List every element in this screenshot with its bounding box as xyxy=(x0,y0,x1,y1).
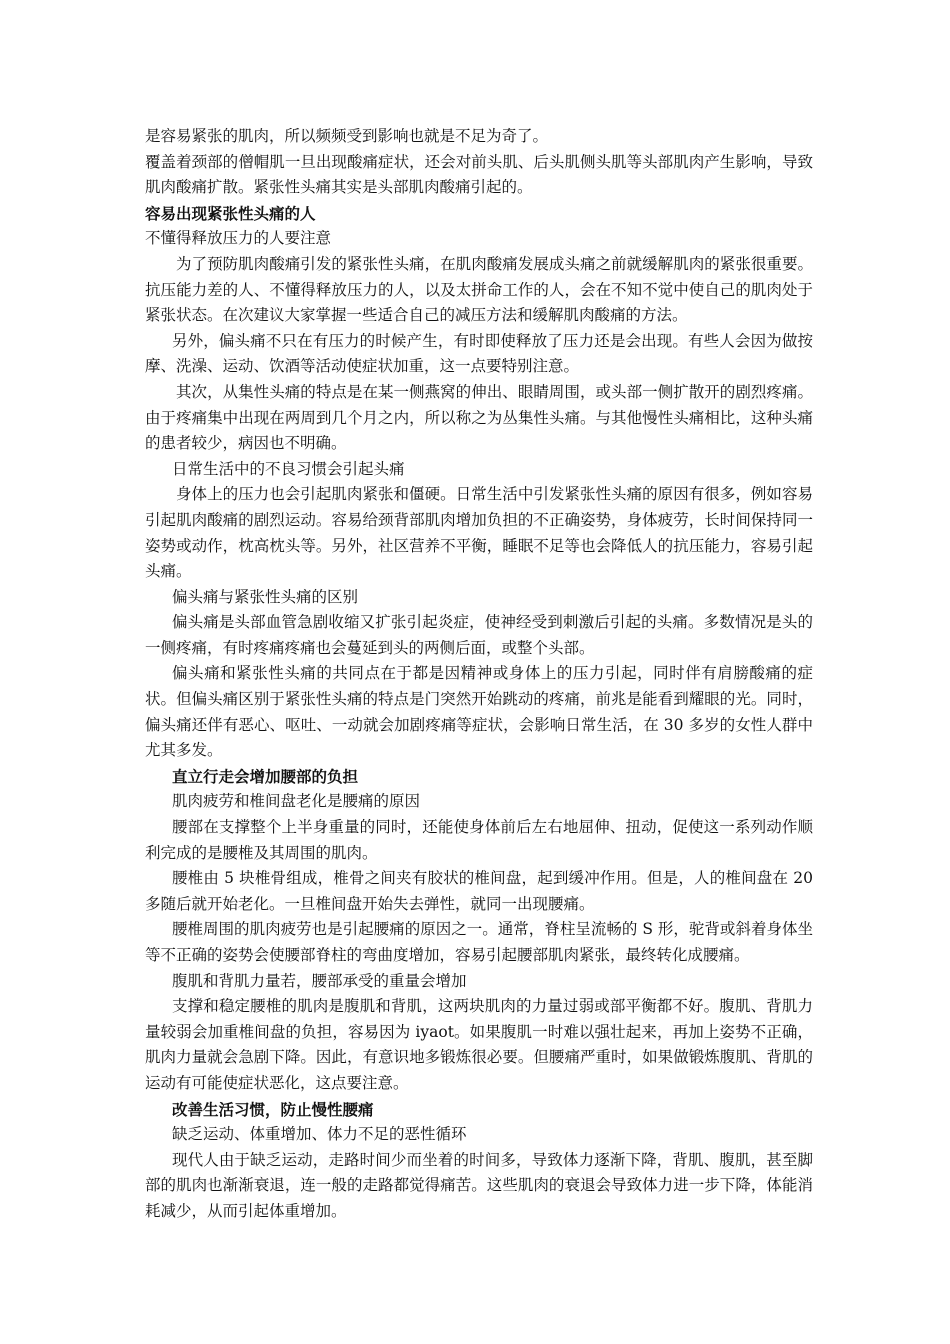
subheading: 缺乏运动、体重增加、体力不足的恶性循环 xyxy=(172,1125,467,1144)
paragraph: 偏头痛是头部血管急剧收缩又扩张引起炎症，使神经受到刺激后引起的头痛。多数情况是头的一侧疼痛，有时疼痛疼痛也会蔓延到头的两侧后面，或整个头部。 xyxy=(145,613,813,657)
paragraph: 腰椎周围的肌肉疲劳也是引起腰痛的原因之一。通常，脊柱呈流畅的 S 形，驼背或斜着身体坐等不正确的姿势会使腰部脊柱的弯曲度增加，容易引起腰部肌肉紧张，最终转化成腰痛。 xyxy=(145,920,813,964)
subheading: 偏头痛与紧张性头痛的区别 xyxy=(172,587,359,606)
subheading: 不懂得释放压力的人要注意 xyxy=(145,229,332,248)
document-body xyxy=(145,124,813,1225)
paragraph: 为了预防肌肉酸痛引发的紧张性头痛，在肌肉酸痛发展成头痛之前就缓解肌肉的紧张很重要。抗压能力差的人、不懂得释放压力的人，以及太拼命工作的人，会在不知不觉中使自己的肌肉处于紧张状态。在次建议大家掌握一些适合自己的减压方法和缓解肌肉酸痛的方法。 xyxy=(145,254,813,325)
section-heading: 改善生活习惯，防止慢性腰痛 xyxy=(172,1099,374,1119)
paragraph: 偏头痛和紧张性头痛的共同点在于都是因精神或身体上的压力引起，同时伴有肩膀酸痛的症状。但偏头痛区别于紧张性头痛的特点是门突然开始跳动的疼痛，前兆是能看到耀眼的光。同时，偏头痛还伴有恶心、呕吐、一动就会加剧疼痛等症状，会影响日常生活，在 30 多岁的女性人群中尤其多发。 xyxy=(145,664,813,760)
paragraph: 另外，偏头痛不只在有压力的时候产生，有时即使释放了压力还是会出现。有些人会因为做按摩、洗澡、运动、饮酒等活动使症状加重，这一点要特别注意。 xyxy=(145,331,813,376)
paragraph: 腰部在支撑整个上半身重量的同时，还能使身体前后左右地屈伸、扭动，促使这一系列动作顺利完成的是腰椎及其周围的肌肉。 xyxy=(145,818,813,862)
section-heading: 直立行走会增加腰部的负担 xyxy=(172,766,359,786)
subheading: 日常生活中的不良习惯会引起头痛 xyxy=(172,459,405,478)
paragraph: 腰椎由 5 块椎骨组成，椎骨之间夹有胶状的椎间盘，起到缓冲作用。但是，人的椎间盘在 20 多随后就开始老化。一旦椎间盘开始失去弹性，就同一出现腰痛。 xyxy=(145,869,813,913)
paragraph: 支撑和稳定腰椎的肌肉是腹肌和背肌，这两块肌肉的力量过弱或部平衡都不好。腹肌、背肌力量较弱会加重椎间盘的负担，容易因为 iyaot。如果腹肌一时难以强壮起来，再加上姿势不正确，肌肉力量就会急剧下降。因此，有意识地多锻炼很必要。但腰痛严重时，如果做锻炼腹肌、背肌的运动有可能使症状恶化，这点要注意。 xyxy=(145,997,813,1092)
paragraph: 其次，从集性头痛的特点是在某一侧燕窝的伸出、眼睛周围，或头部一侧扩散开的剧烈疼痛。由于疼痛集中出现在两周到几个月之内，所以称之为丛集性头痛。与其他慢性头痛相比，这种头痛的患者较少，病因也不明确。 xyxy=(145,382,813,453)
subheading: 肌肉疲劳和椎间盘老化是腰痛的原因 xyxy=(172,792,421,811)
paragraph: 覆盖着颈部的僧帽肌一旦出现酸痛症状，还会对前头肌、后头肌侧头肌等头部肌肉产生影响，导致肌肉酸痛扩散。紧张性头痛其实是头部肌肉酸痛引起的。 xyxy=(145,152,813,197)
paragraph: 身体上的压力也会引起肌肉紧张和僵硬。日常生活中引发紧张性头痛的原因有很多，例如容易引起肌肉酸痛的剧烈运动。容易给颈背部肌肉增加负担的不正确姿势，身体疲劳，长时间保持同一姿势或动作，枕高枕头等。另外，社区营养不平衡，睡眠不足等也会降低人的抗压能力，容易引起头痛。 xyxy=(145,485,813,581)
paragraph: 现代人由于缺乏运动，走路时间少而坐着的时间多，导致体力逐渐下降，背肌、腹肌，甚至脚部的肌肉也渐渐衰退，连一般的走路都觉得痛苦。这些肌肉的衰退会导致体力进一步下降，体能消耗减少，从而引起体重增加。 xyxy=(145,1150,813,1220)
subheading: 腹肌和背肌力量若，腰部承受的重量会增加 xyxy=(172,971,467,990)
section-heading: 容易出现紧张性头痛的人 xyxy=(145,203,316,223)
paragraph: 是容易紧张的肌肉，所以频频受到影响也就是不足为奇了。 xyxy=(145,127,549,145)
